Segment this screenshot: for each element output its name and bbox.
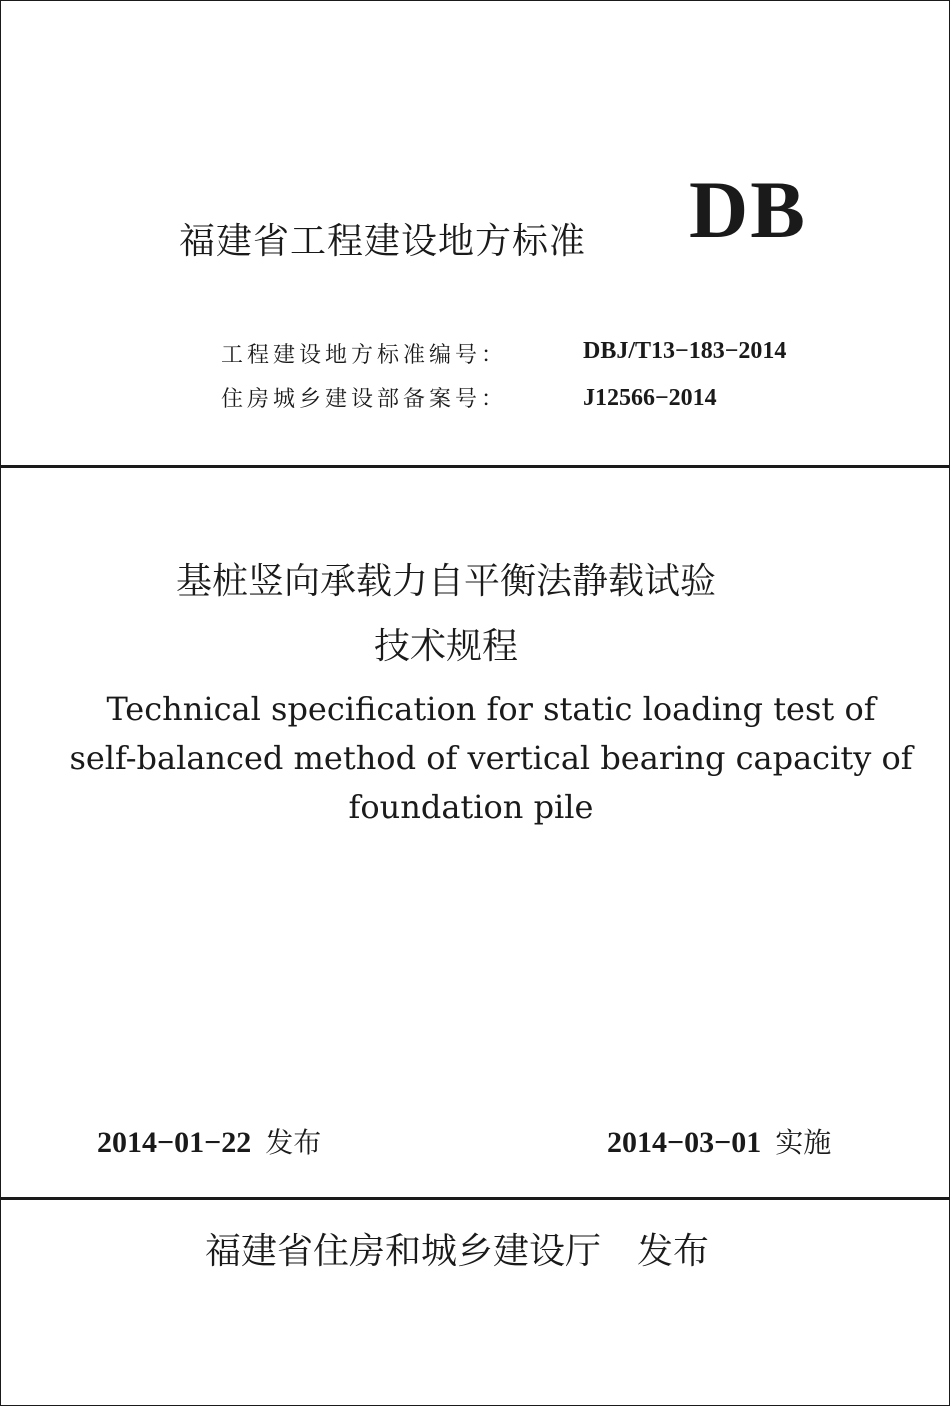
effective-date-block — [607, 1121, 831, 1161]
standard-type-heading: 福建省工程建设地方标准 — [179, 221, 587, 262]
publish-label: 发布 — [265, 1126, 322, 1159]
record-number-label: 住房城乡建设部备案号： — [221, 387, 508, 412]
title-cn-line-1: 基桩竖向承载力自平衡法静载试验 — [175, 561, 716, 602]
title-cn-line-2: 技术规程 — [373, 626, 518, 667]
title-en-line-3: foundation pile — [348, 788, 594, 826]
bottom-divider — [1, 1197, 949, 1200]
title-en-line-1: Technical specification for static loading test of — [106, 690, 876, 728]
record-number-value: J12566−2014 — [583, 385, 717, 411]
issuer-line — [205, 1223, 709, 1274]
title-en-line-2: self-balanced method of vertical bearing capacity of — [69, 739, 913, 777]
db-mark: DB — [689, 164, 807, 255]
publish-date: 2014−01−22 — [97, 1126, 252, 1159]
effective-label: 实施 — [775, 1126, 832, 1159]
issuer-name: 福建省住房和城乡建设厅 — [205, 1231, 602, 1272]
standard-number-row — [221, 338, 787, 369]
top-divider — [1, 465, 949, 468]
standard-number-value: DBJ/T13−183−2014 — [583, 338, 787, 364]
issuer-action: 发布 — [637, 1231, 710, 1272]
record-number-row — [221, 382, 717, 413]
publish-date-block — [97, 1121, 321, 1161]
standard-number-label: 工程建设地方标准编号： — [221, 343, 508, 368]
effective-date: 2014−03−01 — [607, 1126, 762, 1159]
